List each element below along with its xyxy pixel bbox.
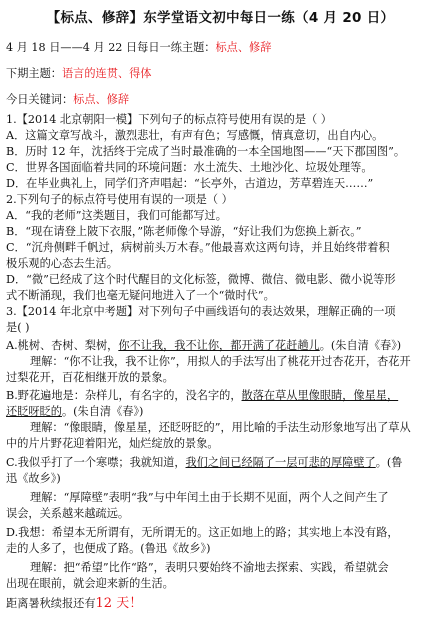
q1-option-a: A．这篇文章写战斗，激烈悲壮，有声有色；写感慨，情真意切，出自内心。 [6,129,384,142]
q3-stem-line2: 是( ) [6,321,30,334]
q3-c-underlined: 我们之间已经隔了一层可悲的厚障壁了 [185,456,376,469]
q3-b-explanation-1: 理解：“像眼睛，像星星，还眨呀眨的”，用比喻的手法生动形象地写出了草从 [30,421,411,434]
q3-option-c-line1 [0,455,441,471]
countdown-line [0,596,441,612]
q3-c-text: C.我似乎打了一个寒噤；我就知道， [6,456,186,469]
q3-c-source: 。(鲁 [375,456,403,469]
q3-option-b-line2 [0,404,441,420]
week-theme-prefix: 4 月 18 日——4 月 22 日每日一练主题： [6,41,216,54]
page-title: 【标点、修辞】东学堂语文初中每日一练（4 月 20 日） [46,10,395,26]
q1-option-c: C．世界各国面临着共同的环境问题：水土流失、土地沙化、垃圾处理等。 [6,161,373,174]
keywords-prefix: 今日关键词： [6,93,74,106]
countdown-prefix: 距离暑秋续报还有 [6,597,96,610]
q3-option-a [0,338,441,354]
q2-option-c-line2: 极乐观的心态去生活。 [6,257,118,270]
q3-a-underlined: 你不让我，我不让你，都开满了花赶趟儿 [118,339,320,352]
q3-b-source: 。(朱自清《春》) [61,405,144,418]
keywords-line [0,92,441,108]
q1-stem: 1.【2014 北京朝阳一模】下列句子的标点符号使用有误的是（ ） [6,113,332,126]
q3-b-explanation-2: 中的片片野花迎着阳光，灿烂绽放的景象。 [6,437,219,450]
q3-a-explanation-2: 过梨花开，百花相继开放的景象。 [6,371,174,384]
q2-option-c-line1: C．“沉舟侧畔千帆过，病树前头万木春。”他最喜欢这两句诗，并且始终带着积 [6,241,390,254]
q2-option-a: A．“我的老师”这类题目，我们可能都写过。 [6,209,227,222]
q3-d-explanation-2: 出现在眼前，就会迎来新的生活。 [6,577,174,590]
q3-option-d-line1: D.我想：希望本无所谓有，无所谓无的。这正如地上的路；其实地上本没有路， [6,526,399,539]
q3-c-explanation-1: 理解：“厚障壁”表明“我”与中年闰土由于长期不见面，两个人之间产生了 [30,491,389,504]
q3-b-underlined-1: 散落在草从里像眼睛，像星星， [241,389,399,402]
q3-b-underlined-2: 还眨呀眨的 [6,405,62,418]
q3-option-b-line1 [0,388,441,404]
q3-c-source-line2: 迅《故乡》) [6,472,61,485]
q2-option-d-line1: D．“微”已经成了这个时代醒目的文化标签，微博、微信、微电影、微小说等形 [6,273,396,286]
q3-c-explanation-2: 误会，关系越来越疏远。 [6,507,130,520]
q3-a-text: A.桃树、杏树、梨树， [6,339,119,352]
countdown-days: 12 天！ [95,596,143,611]
q3-stem-line1: 3.【2014 年北京中考题】对下列句子中画线语句的表达效果，理解正确的一项 [6,305,396,318]
next-theme-value: 语言的连贯、得体 [61,67,152,80]
q3-a-source: 。(朱自清《春》) [319,339,402,352]
q2-option-d-line2: 式不断涌现，我们也毫无疑问地进入了一个“微时代”。 [6,289,275,302]
q3-a-explanation-1: 理解：“你不让我，我不让你”，用拟人的手法写出了桃花开过杏花开，杏花开 [30,355,411,368]
q1-option-d: D．在毕业典礼上，同学们齐声唱起：“长亭外，古道边，芳草碧连天……” [6,177,374,190]
q2-stem: 2.下列句子的标点符号使用有误的一项是（ ） [6,193,233,206]
q3-d-explanation-1: 理解：把“希望”比作“路”，表明只要始终不渝地去探索、实践，希望就会 [30,561,389,574]
q2-option-b: B．“现在请登上陂下衣服，”陈老师像个导游，“好让我们为您换上新衣。” [6,225,362,238]
keywords-value: 标点、修辞 [73,93,130,106]
q3-option-d-line2: 走的人多了，也便成了路。(鲁迅《故乡》) [6,542,211,555]
next-theme-line [0,66,441,82]
q1-option-b: B．历时 12 年，沈括终于完成了当时最准确的一本全国地图——“天下郡国图”。 [6,145,406,158]
q3-b-text: B.野花遍地是：杂样儿，有名字的，没名字的， [6,389,242,402]
week-theme-value: 标点、修辞 [215,41,272,54]
week-theme-line [0,40,441,56]
next-theme-prefix: 下期主题： [6,67,62,80]
